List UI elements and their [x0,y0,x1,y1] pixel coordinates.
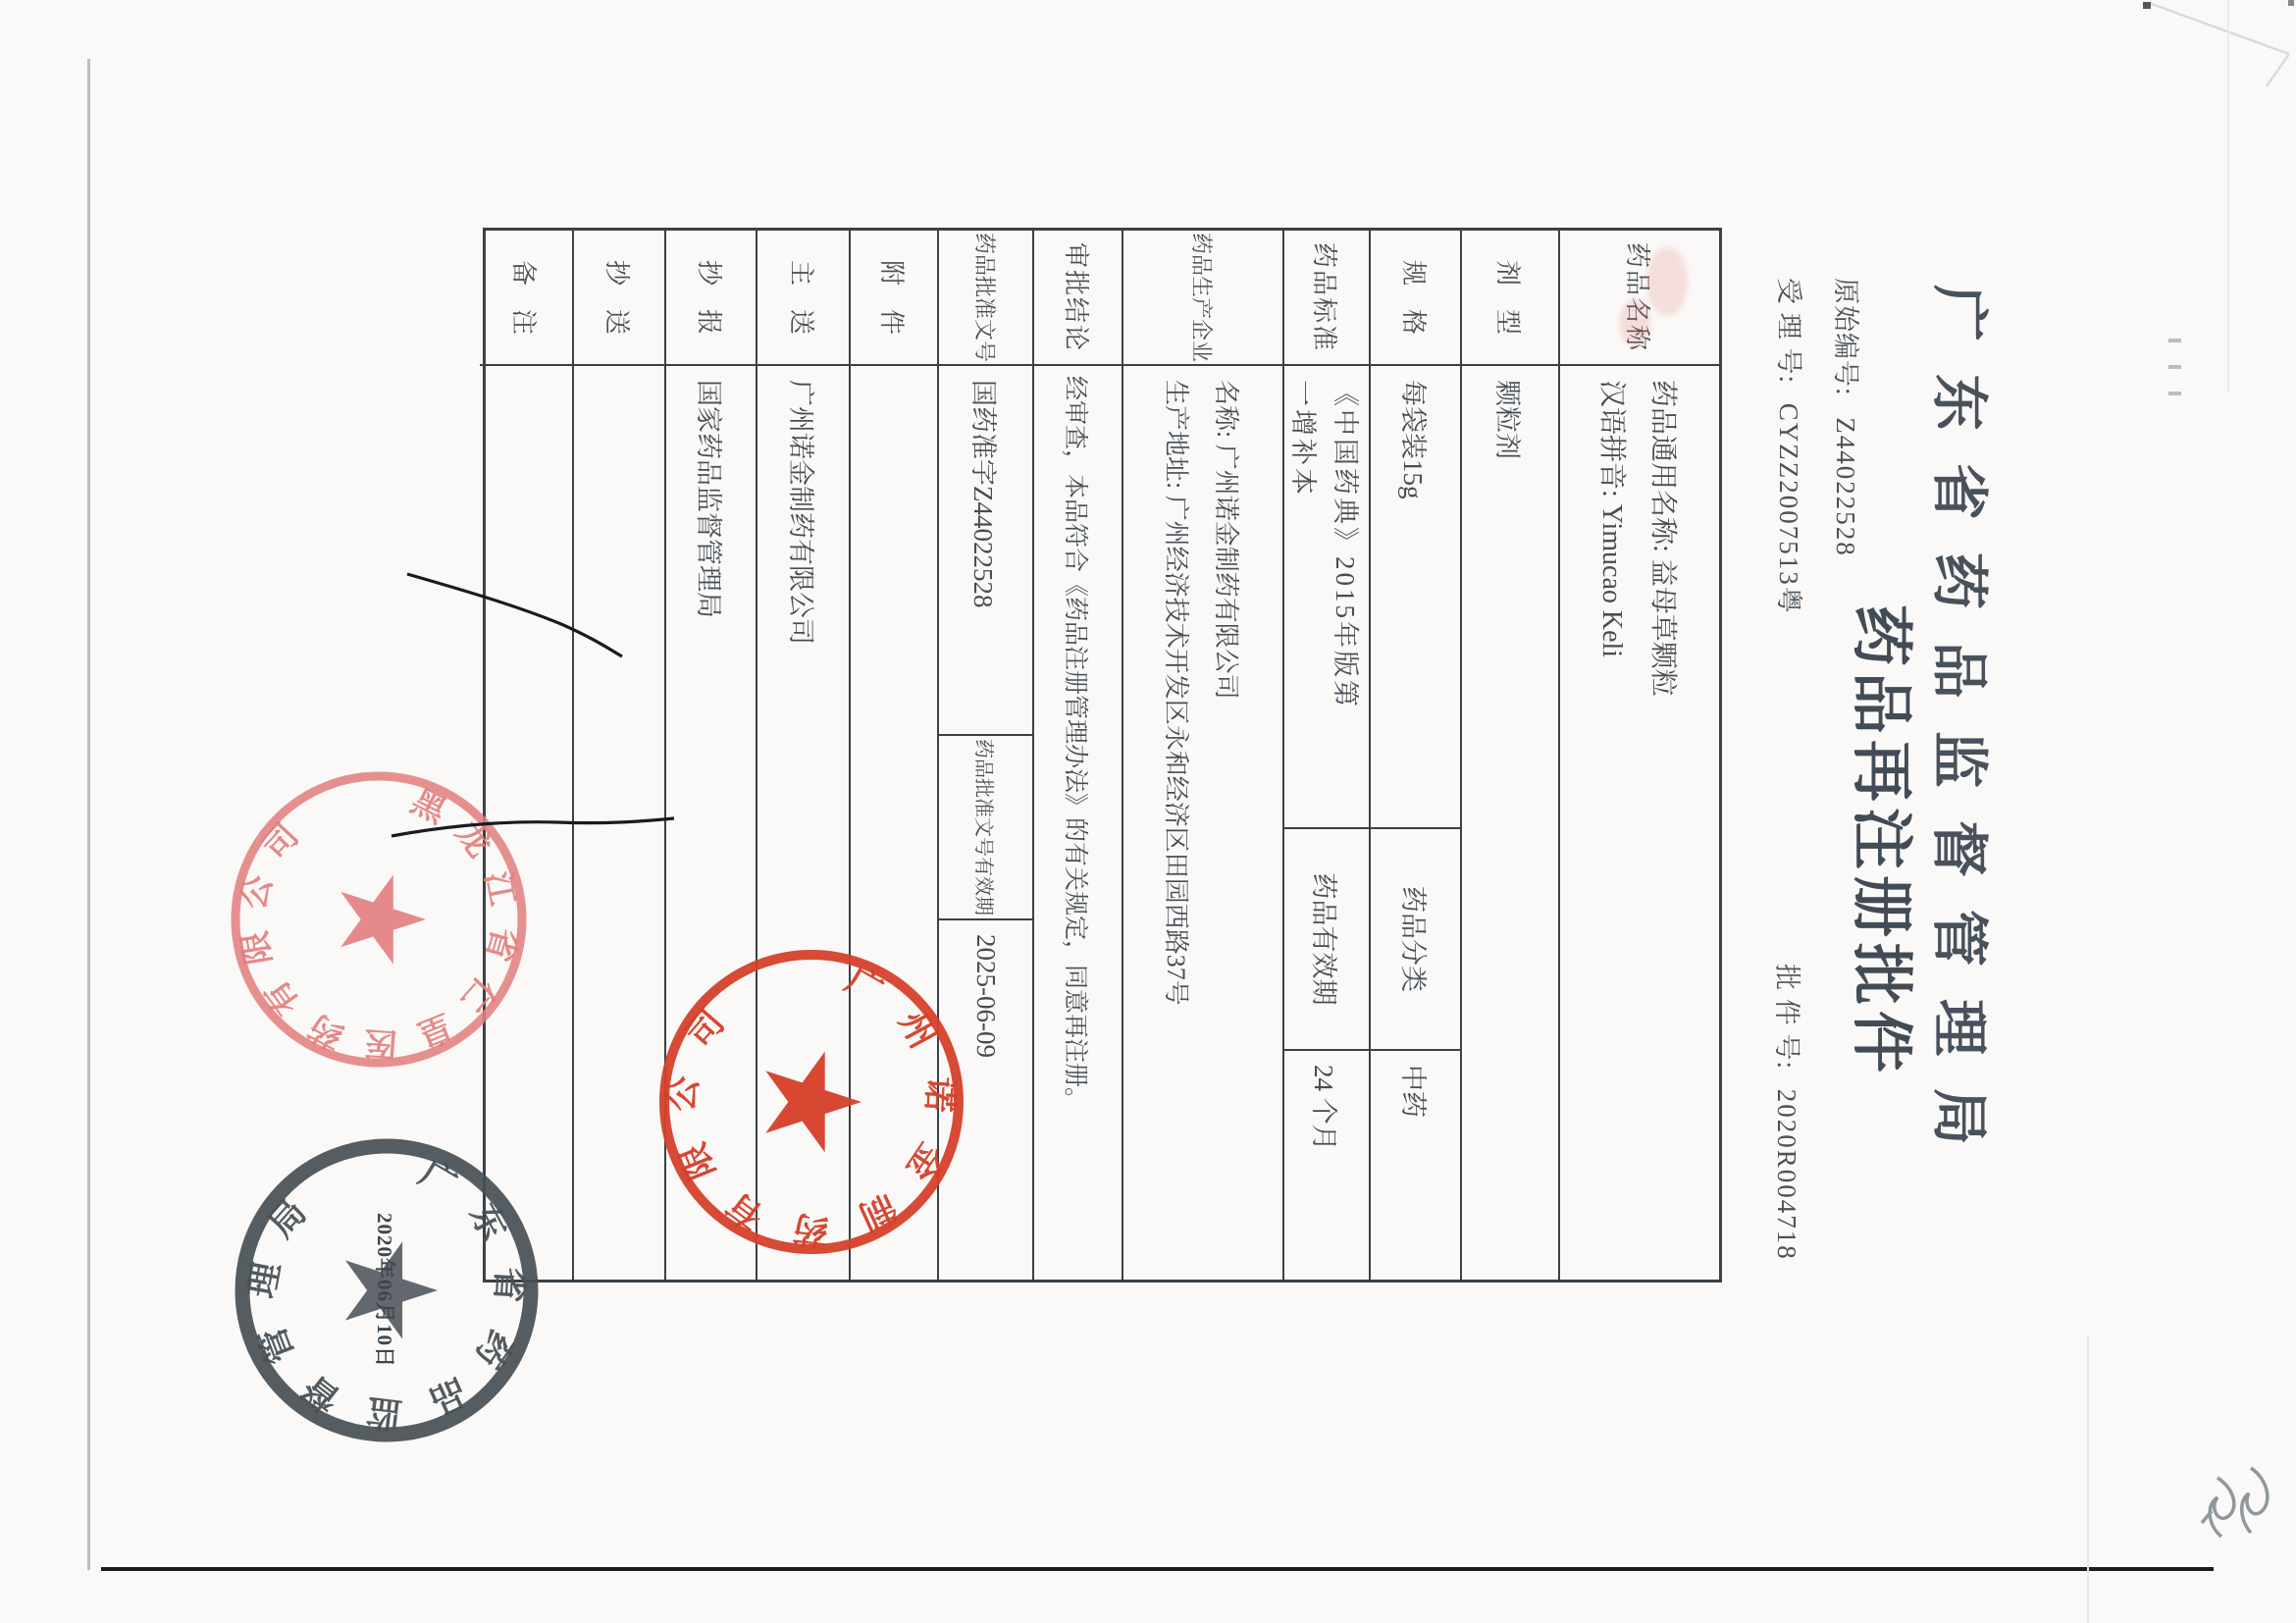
manufacturer-name: 名称: 广州诺金制药有限公司 [1212,380,1240,700]
generic-name: 药品通用名称: 益母草颗粒 [1647,380,1678,697]
label-validity-period: 药品有效期 [1284,827,1369,1049]
value-approval-license: 国药准字Z44022528 [939,364,1032,734]
pinyin-name: 汉语拼音: Yimucao Keli [1596,380,1627,658]
label-drug-name: 药品名称 [1623,241,1652,352]
label-remarks: 备注 [509,259,539,358]
label-copy-report: 抄报 [695,259,723,358]
value-copy-report: 国家药品监督管理局 [666,364,756,1280]
label-manufacturer: 药品生产企业 [1189,232,1215,362]
copy-speck [2288,0,2294,6]
value-dosage-form: 颗粒剂 [1462,364,1558,1280]
label-drug-category: 药品分类 [1371,827,1460,1049]
agency-title: 广东省药品监督管理局 [1927,285,1991,1178]
value-approval-conclusion: 经审查，本品符合《药品注册管理办法》的有关规定，同意再注册。 [1034,364,1122,1280]
document-type-title: 药品再注册批件 [1847,604,1915,1078]
original-number-label: 原始编号: [1831,278,1860,396]
authority-seal-date: 2020年06月10日 [373,1213,396,1368]
label-dosage-form: 剂型 [1493,259,1523,358]
label-approval-license: 药品批准文号 [972,232,997,362]
manufacturer-address: 生产地址: 广州经济技术开发区永和经济区田园西路37号 [1162,380,1190,1006]
label-approval-conclusion: 审批结论 [1062,241,1090,352]
value-drug-category: 中药 [1371,1049,1460,1280]
label-copy-send: 抄送 [602,259,632,358]
scan-edge-line [87,59,90,1570]
handwritten-mark [2202,1478,2234,1537]
standard-line1: 《中国药典》2015年版第 [1331,380,1360,709]
value-specification: 每袋装15g [1371,364,1460,827]
pen-slash-mark [407,574,622,656]
label-drug-standard: 药品标准 [1310,241,1339,352]
acceptance-number-value: CYZZ2007513粤 [1774,402,1803,615]
value-license-validity: 2025-06-09 [939,918,1032,1280]
label-main-recipient: 主送 [787,259,815,358]
value-validity-period: 24 个月 [1284,1049,1369,1280]
approval-number-value: 2020R004718 [1772,1088,1801,1261]
manufacturer-seal-text: 广州诺金制药有限公司 [660,960,961,1252]
scan-crease-line [2227,0,2229,393]
authority-seal-text: 广东省药品监督管理局 [241,1153,530,1435]
original-number-value: Z44022528 [1831,417,1860,557]
copy-speck [2168,365,2181,369]
value-main-recipient: 广州诺金制药有限公司 [757,364,849,1280]
handwritten-mark [2242,1468,2268,1533]
scan-crease-line [2087,1335,2089,1623]
label-specification: 规格 [1399,259,1428,358]
copy-speck [2168,392,2181,395]
consignee-seal-text: 黑龙江省仁皇医药有限公司 [234,783,524,1062]
standard-line2: 一增补本 [1288,380,1318,497]
pen-slash-mark [391,818,674,836]
copy-speck [2168,339,2181,342]
copy-speck [2143,2,2151,9]
approval-number-label: 批 件 号: [1772,964,1801,1071]
label-attachment: 附件 [877,259,907,358]
scan-edge-line [101,1567,2214,1571]
corner-fold-line [2149,3,2289,86]
acceptance-number-label: 受 理 号: [1774,278,1803,385]
label-license-validity: 药品批准文号有效期 [939,734,1032,918]
